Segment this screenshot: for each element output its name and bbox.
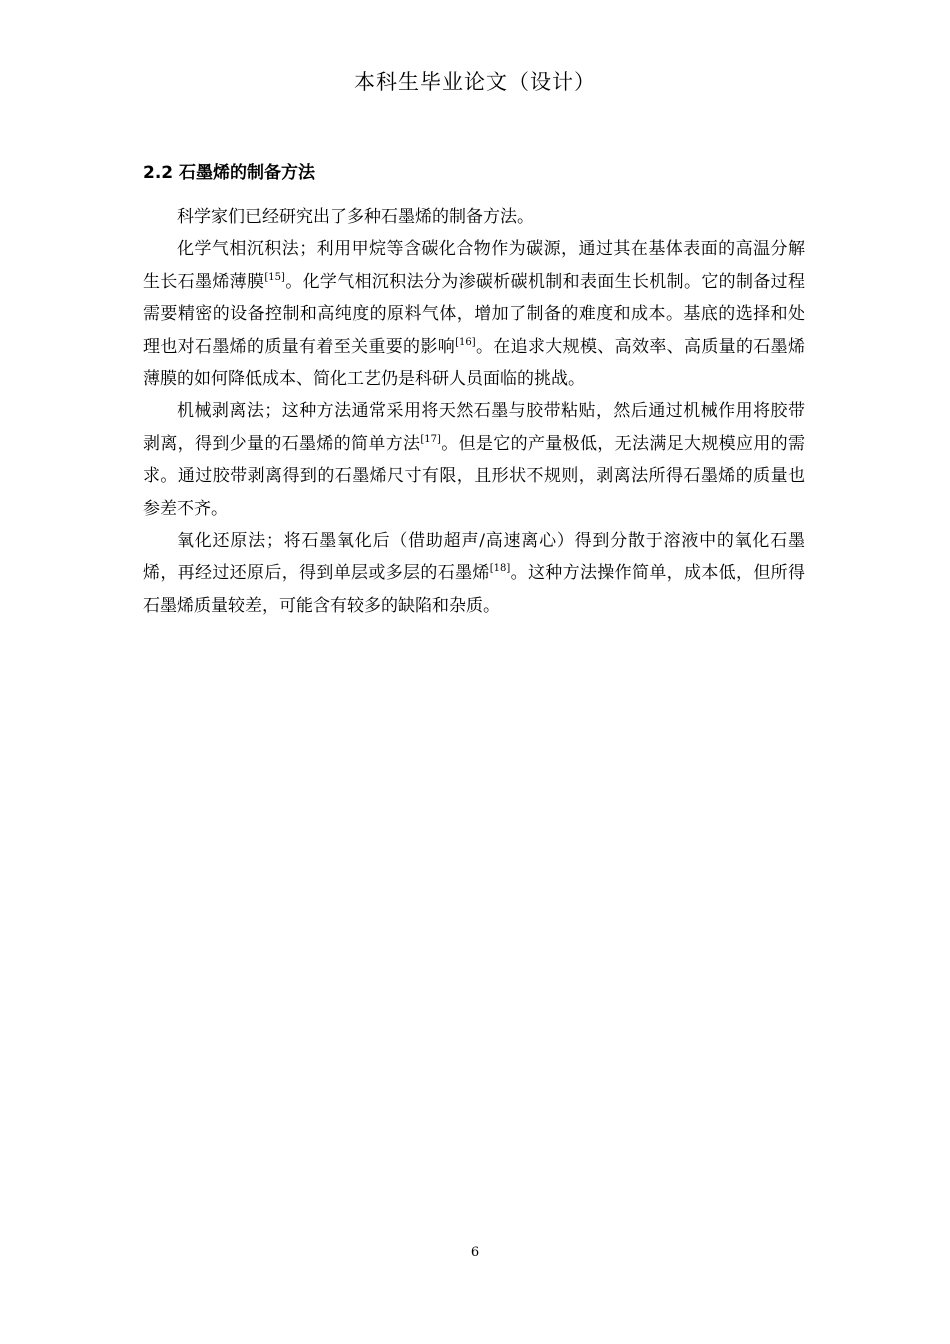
- paragraph-exfoliation-text-1: 机械剥离法；这种方法通常采用将天然石墨与胶带粘贴，然后通过机械作用将胶带剥离，得到少量的石墨烯的简单方法: [143, 401, 805, 454]
- paragraph-exfoliation: [143, 395, 805, 525]
- paragraph-cvd-text-2: 。化学气相沉积法分为渗碳析碳机制和表面生长机制。它的制备过程需要精密的设备控制和高纯度的原料气体，增加了制备的难度和成本。基底的选择和处理也对石墨烯的质量有着至关重要的影响: [143, 271, 805, 357]
- citation-18: [18]: [489, 563, 511, 575]
- paragraph-intro-text: 科学家们已经研究出了多种石墨烯的制备方法。: [177, 207, 534, 227]
- section-heading: 2.2 石墨烯的制备方法: [143, 163, 316, 183]
- paragraph-redox-text-1: 氧化还原法；将石墨氧化后（借助超声/高速离心）得到分散于溶液中的氧化石墨烯，再经过还原后，得到单层或多层的石墨烯: [143, 531, 805, 584]
- body-text: [143, 201, 805, 622]
- page-number: 6: [470, 1245, 480, 1260]
- paragraph-cvd-text-3: 。在追求大规模、高效率、高质量的石墨烯薄膜的如何降低成本、简化工艺仍是科研人员面临的挑战。: [143, 336, 806, 390]
- paragraph-redox-text-2: 。这种方法操作简单，成本低，但所得石墨烯质量较差，可能含有较多的缺陷和杂质。: [143, 563, 806, 616]
- paragraph-exfoliation-text-2: 。但是它的产量极低，无法满足大规模应用的需求。通过胶带剥离得到的石墨烯尺寸有限，且形状不规则，剥离法所得石墨烯的质量也参差不齐。: [143, 433, 806, 519]
- citation-16: [16]: [455, 336, 476, 348]
- paragraph-cvd-text-1: 化学气相沉积法；利用甲烷等含碳化合物作为碳源，通过其在基体表面的高温分解生长石墨烯薄膜: [143, 239, 805, 292]
- citation-15: [15]: [264, 271, 285, 283]
- page-header-title: 本科生毕业论文（设计）: [354, 70, 596, 94]
- paragraph-intro: [143, 201, 805, 233]
- citation-17: [17]: [420, 433, 441, 445]
- paragraph-redox: [143, 525, 805, 622]
- paragraph-cvd: [143, 233, 805, 395]
